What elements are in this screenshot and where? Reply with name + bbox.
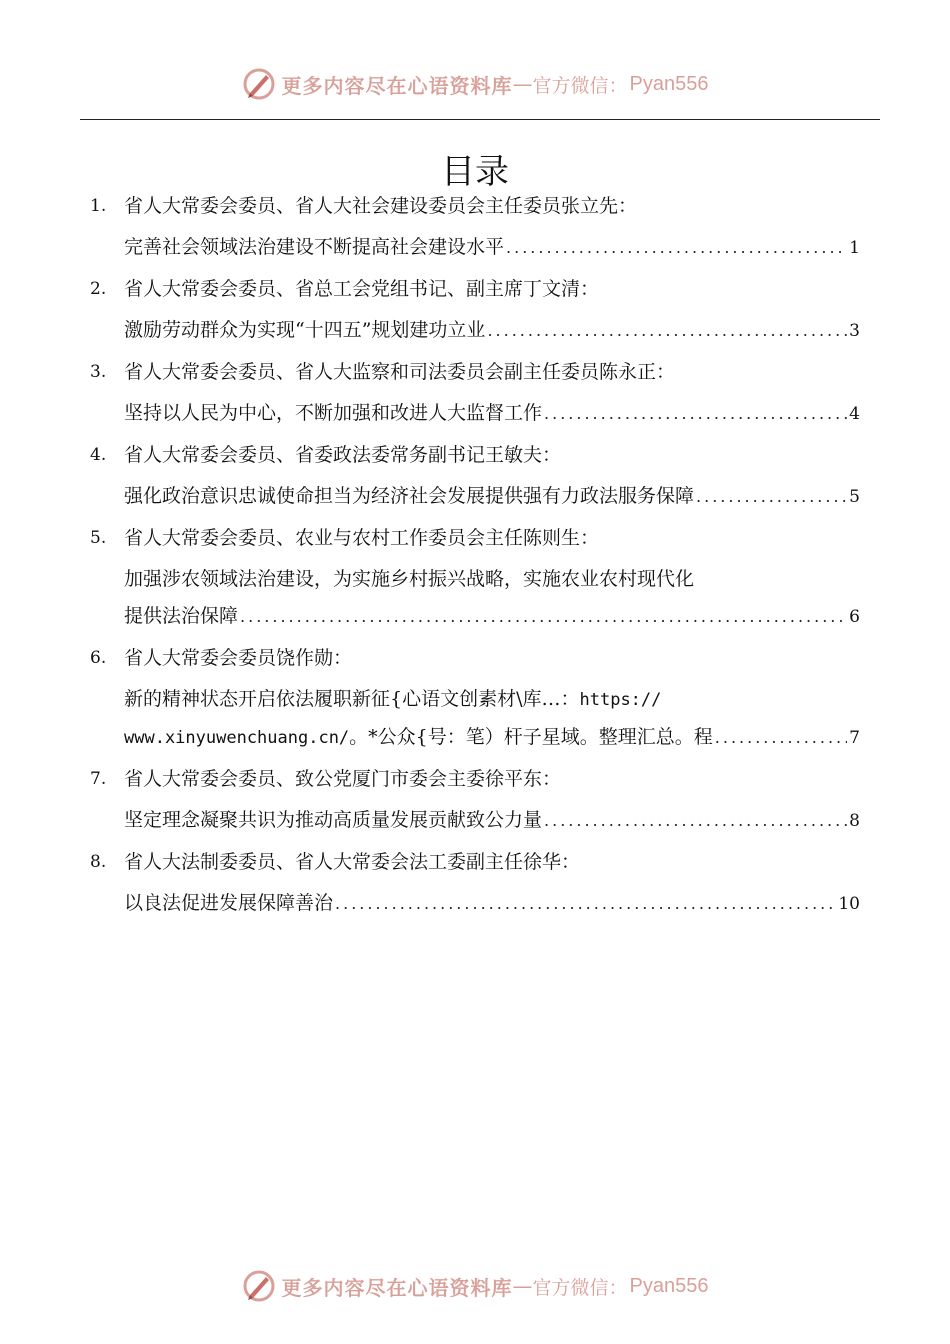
- toc-subtitle: 坚持以人民为中心，不断加强和改进人大监督工作: [124, 402, 543, 424]
- toc-leader-dots: [506, 231, 847, 264]
- toc-leader-dots: [715, 721, 847, 754]
- toc-subtitle-line: 加强涉农领域法治建设，为实施乡村振兴战略，实施农业农村现代化: [124, 568, 695, 590]
- toc-entry[interactable]: [90, 356, 860, 431]
- toc-page-number: 4: [849, 404, 860, 424]
- toc-subtitle: 完善社会领域法治建设不断提高社会建设水平: [124, 236, 505, 258]
- toc-leader-dots: [544, 804, 847, 837]
- toc-entry[interactable]: [90, 642, 860, 755]
- toc-subtitle-text: 新的精神状态开启依法履职新征{心语文创素材\库…：: [124, 688, 580, 710]
- toc-subtitle-line: [124, 683, 860, 717]
- toc-leader-dots: [544, 397, 847, 430]
- toc-number: 8.: [90, 852, 107, 872]
- toc-heading: 省人大常委会委员、省委政法委常务副书记王敏夫：: [124, 444, 562, 466]
- toc-number: 7.: [90, 769, 107, 789]
- toc-page-number: 7: [849, 728, 860, 748]
- header-watermark-banner: [0, 64, 950, 104]
- toc-subtitle: 提供法治保障: [124, 605, 239, 627]
- toc-heading: 省人大常委会委员、省人大社会建设委员会主任委员张立先：: [124, 195, 638, 217]
- toc-number: 2.: [90, 279, 107, 299]
- banner-wechat-label: 官方微信：: [532, 1276, 628, 1299]
- toc-entry[interactable]: [90, 522, 860, 634]
- pen-logo-icon: [242, 67, 276, 101]
- table-of-contents: [90, 190, 860, 929]
- page-title: 目录: [441, 152, 509, 192]
- toc-subtitle-text: 。*公众{号：笔）杆子星域。整理汇总。程: [349, 726, 713, 748]
- toc-heading: 省人大法制委委员、省人大常委会法工委副主任徐华：: [124, 851, 581, 873]
- banner-brand: 更多内容尽在心语资料库: [281, 1275, 513, 1300]
- toc-number: 3.: [90, 362, 107, 382]
- toc-entry[interactable]: [90, 190, 860, 265]
- toc-heading: 省人大常委会委员、省人大监察和司法委员会副主任委员陈永正：: [124, 361, 676, 383]
- toc-page-number: 3: [849, 321, 860, 341]
- header-rule: [80, 119, 880, 120]
- toc-url-text: www.xinyuwenchuang.cn/: [124, 728, 350, 748]
- toc-leader-dots: [240, 600, 847, 633]
- pen-logo-icon: [242, 1269, 276, 1303]
- toc-number: 5.: [90, 528, 107, 548]
- banner-separator: —: [512, 1274, 533, 1298]
- toc-page-number: 6: [849, 607, 860, 627]
- toc-subtitle: 强化政治意识忠诚使命担当为经济社会发展提供强有力政法服务保障: [124, 485, 695, 507]
- banner-separator: —: [512, 72, 533, 96]
- toc-entry[interactable]: [90, 846, 860, 921]
- toc-number: 6.: [90, 648, 107, 668]
- toc-entry[interactable]: [90, 763, 860, 838]
- toc-heading: 省人大常委会委员、农业与农村工作委员会主任陈则生：: [124, 527, 600, 549]
- toc-entry[interactable]: [90, 439, 860, 514]
- toc-heading: 省人大常委会委员饶作勋：: [124, 647, 353, 669]
- toc-subtitle: 激励劳动群众为实现“十四五”规划建功立业: [124, 319, 486, 341]
- toc-page-number: 10: [838, 894, 860, 914]
- footer-watermark-banner: [0, 1266, 950, 1306]
- toc-leader-dots: [487, 314, 847, 347]
- toc-entry[interactable]: [90, 273, 860, 348]
- toc-page-number: 5: [849, 487, 860, 507]
- toc-heading: 省人大常委会委员、省总工会党组书记、副主席丁文清：: [124, 278, 600, 300]
- toc-leader-dots: [696, 480, 847, 513]
- toc-page-number: 8: [849, 811, 860, 831]
- toc-leader-dots: [335, 887, 836, 920]
- banner-brand: 更多内容尽在心语资料库: [281, 73, 513, 98]
- toc-subtitle: 坚定理念凝聚共识为推动高质量发展贡献致公力量: [124, 809, 543, 831]
- banner-wechat-label: 官方微信：: [532, 74, 628, 97]
- toc-subtitle: 以良法促进发展保障善治: [124, 892, 334, 914]
- toc-heading: 省人大常委会委员、致公党厦门市委会主委徐平东：: [124, 768, 562, 790]
- toc-number: 4.: [90, 445, 107, 465]
- toc-number: 1.: [90, 196, 107, 216]
- banner-wechat-id: Pyan556: [629, 1274, 709, 1297]
- toc-url-fragment: https://: [579, 690, 662, 710]
- toc-page-number: 1: [849, 238, 860, 258]
- banner-wechat-id: Pyan556: [629, 72, 709, 95]
